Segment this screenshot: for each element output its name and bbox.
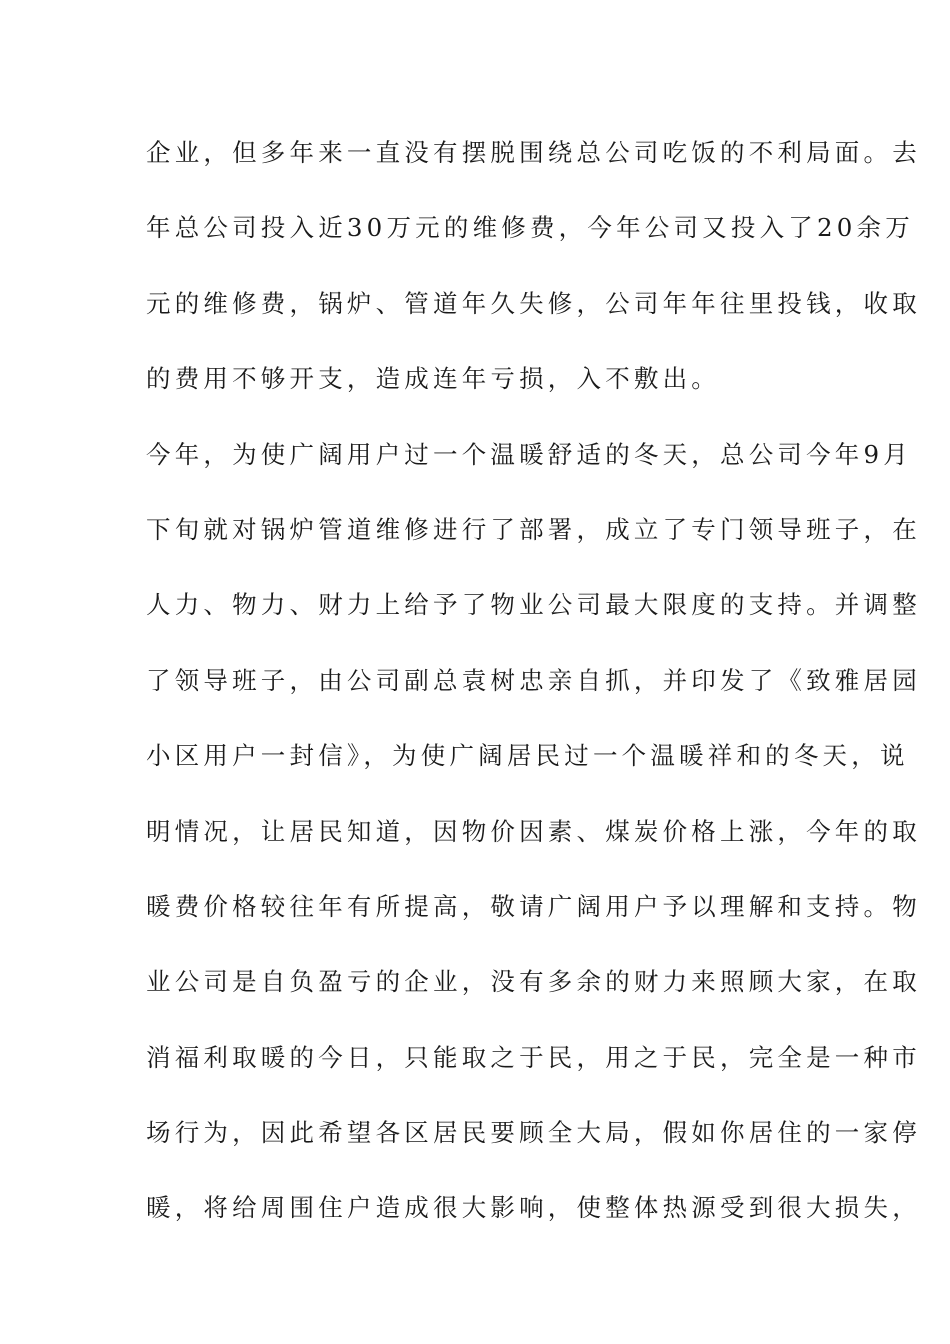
text-line-5: 今年，为使广阔用户过一个温暖舒适的冬天，总公司今年9月 (146, 439, 912, 469)
text-line-9: 小区用户一封信》，为使广阔居民过一个温暖祥和的冬天，说 (146, 741, 909, 771)
text-line-14: 场行为，因此希望各区居民要顾全大局，假如你居住的一家停 (146, 1118, 921, 1148)
text-line-6: 下旬就对锅炉管道维修进行了部署，成立了专门领导班子，在 (146, 514, 921, 544)
text-line-3: 元的维修费，锅炉、管道年久失修，公司年年往里投钱，收取 (146, 288, 921, 318)
text-line-2: 年总公司投入近30万元的维修费，今年公司又投入了20余万 (146, 213, 914, 243)
text-line-12: 业公司是自负盈亏的企业，没有多余的财力来照顾大家，在取 (146, 967, 921, 997)
text-line-10: 明情况，让居民知道，因物价因素、煤炭价格上涨，今年的取 (146, 816, 921, 846)
text-line-7: 人力、物力、财力上给予了物业公司最大限度的支持。并调整 (146, 590, 921, 620)
text-line-1: 企业，但多年来一直没有摆脱围绕总公司吃饭的不利局面。去 (146, 138, 921, 167)
text-line-8: 了领导班子，由公司副总袁树忠亲自抓，并印发了《致雅居园 (146, 665, 921, 695)
text-line-11: 暖费价格较往年有所提高，敬请广阔用户予以理解和支持。物 (146, 891, 921, 921)
text-line-15: 暖，将给周围住户造成很大影响，使整体热源受到很大损失， (146, 1193, 921, 1223)
body-text (146, 128, 921, 1259)
text-line-4: 的费用不够开支，造成连年亏损，入不敷出。 (146, 364, 720, 394)
text-line-13: 消福利取暖的今日，只能取之于民，用之于民，完全是一种市 (146, 1042, 921, 1072)
